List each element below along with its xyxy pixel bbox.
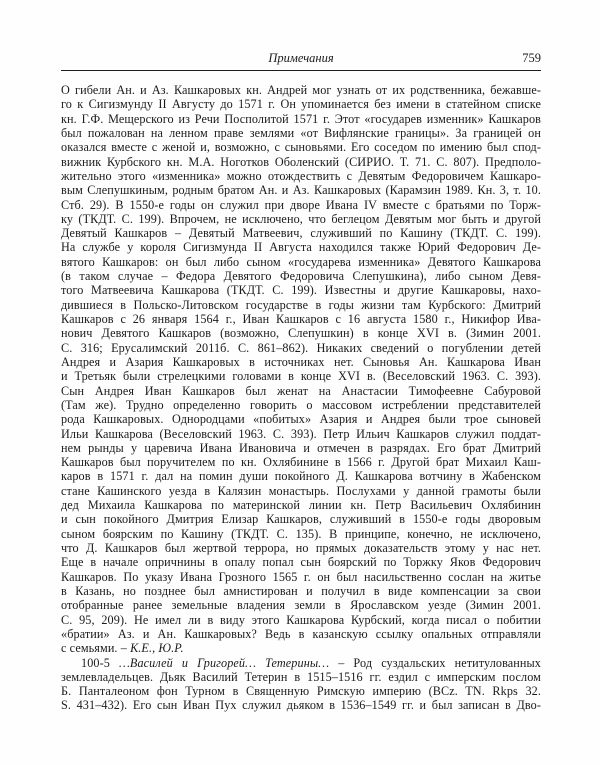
text-segment: дед Михаила Кашкарова по материнской линии кн. Петр Васильевич Охлябинин	[61, 498, 541, 513]
text-segment: и сын покойного Дмитрия Елизар Кашкаров, служивший в 1550-е годы дворовым	[61, 512, 541, 527]
text-line	[61, 240, 541, 254]
text-segment: жительно этого «изменника» можно отождествить с Девятым Федоровичем Кашкаро-	[61, 168, 541, 183]
text-line	[61, 570, 541, 584]
text-segment: – Род суздальских нетитулованных	[329, 655, 542, 670]
text-segment: нем рынды у царевича Ивана Ивановича и отмечен в разрядах. Его брат Дмитрий	[61, 440, 541, 455]
italic-text-segment: …Василей и Григорей… Тетерины…	[119, 655, 330, 670]
text-line	[61, 312, 541, 326]
text-segment: землевладельцев. Дьяк Василий Тетерин в 1515–1516 гг. ездил с имперским послом	[61, 669, 541, 684]
running-header	[61, 50, 541, 67]
text-line	[61, 198, 541, 212]
text-segment: S. 431–432). Его сын Иван Пух служил дьяком в 1536–1549 гг. и был записан в Дво-	[61, 698, 541, 713]
text-line	[61, 83, 541, 97]
text-line	[61, 584, 541, 598]
text-line	[61, 298, 541, 312]
text-line	[61, 155, 541, 169]
text-line	[61, 541, 541, 555]
text-line	[61, 441, 541, 455]
text-segment: оказался вместе с женой и, возможно, с сыновьями. Его соседом по имению был спод-	[61, 140, 541, 155]
text-line	[61, 613, 541, 627]
text-segment: дившиеся в Польско-Литовском государстве в годы жизни там Курбского: Дмитрий	[61, 297, 541, 312]
text-segment: Б. Панталеоном фон Турном в Священную Римскую империю (BCz. TN. Rkps 32.	[61, 684, 541, 699]
text-line	[61, 656, 541, 670]
text-line	[61, 484, 541, 498]
text-line	[61, 283, 541, 297]
text-line	[61, 455, 541, 469]
running-header-title: Примечания	[268, 51, 334, 65]
text-line	[61, 527, 541, 541]
text-line	[61, 427, 541, 441]
text-line	[61, 684, 541, 698]
text-segment: вым Слепушкиным, родным братом Ан. и Аз. Кашкаровых (Карамзин 1989. Кн. 3, т. 10.	[61, 183, 541, 198]
text-segment: вижник Курбского кн. М.А. Ноготков Оболенский (СИРИО. Т. 71. С. 807). Предполо-	[61, 154, 541, 169]
text-segment: каров в 1571 г. дал на помин души покойного Д. Кашкарова вотчину в Жабенском	[61, 469, 541, 484]
text-segment: стане Кашинского уезда в Калязин монастырь. Послухами у данной грамоты были	[61, 483, 541, 498]
text-segment: «братии» Аз. и Ан. Кашкаровых? Ведь в казанскую ссылку опальных отправляли	[61, 626, 541, 641]
text-line	[61, 498, 541, 512]
text-segment: что Д. Кашкаров был жертвой террора, но прямых доказательств этому у нас нет.	[61, 541, 541, 555]
text-segment: с семьями. –	[61, 641, 131, 656]
text-segment: Сын Андрея Иван Кашкаров был женат на Анастасии Тимофеевне Сабуровой	[61, 383, 541, 398]
italic-text-segment: К.Е., Ю.Р.	[130, 641, 184, 656]
text-line	[61, 384, 541, 398]
text-line	[61, 698, 541, 712]
text-line	[61, 140, 541, 154]
text-segment: На службе у короля Сигизмунда II Августа находился также Юрий Федорович Де-	[61, 240, 541, 255]
page-content	[61, 50, 541, 713]
text-segment: и Третьяк были стрелецкими головами в конце XVI в. (Веселовский 1963. С. 393).	[61, 369, 541, 384]
text-line	[61, 269, 541, 283]
text-line	[61, 412, 541, 426]
text-line	[61, 183, 541, 197]
text-segment: сыном боярским по Кашину (ТКДТ. С. 135). В принципе, конечно, не исключено,	[61, 526, 541, 541]
text-segment: Стб. 29). В 1550-е годы он служил при дворе Ивана IV вместе с братьями по Торж-	[61, 197, 541, 212]
text-line	[61, 326, 541, 340]
text-line	[61, 97, 541, 111]
text-segment: Ильи Кашкарова (Веселовский 1963. С. 393). Петр Ильич Кашкаров служил поддат-	[61, 426, 541, 441]
text-line	[61, 169, 541, 183]
text-segment: ку (ТКДТ. С. 199). Впрочем, не исключено, что беглецом Девятым мог быть и другой	[61, 211, 541, 226]
header-rule	[61, 70, 541, 71]
text-segment: Кашкаров был поручителем по кн. Охлябинине в 1566 г. Другой брат Михаил Каш-	[61, 455, 541, 470]
text-segment: в Казань, но позднее был амнистирован и получил в виде компенсации за свои	[61, 583, 541, 598]
text-line	[61, 341, 541, 355]
text-segment: отобранные ранее земельные владения земли в Ярославском уезде (Зимин 2001.	[61, 598, 541, 613]
text-line	[61, 398, 541, 412]
text-segment: Еще в начале опричнины в опалу попал сын боярский по Торжку Яков Федорович	[61, 555, 541, 570]
text-line	[61, 598, 541, 612]
text-line	[61, 226, 541, 240]
text-line	[61, 641, 541, 655]
text-line	[61, 469, 541, 483]
text-line	[61, 670, 541, 684]
text-segment: кн. Г.Ф. Мещерского из Речи Посполитой 1571 г. Этот «государев изменник» Кашкаров	[61, 111, 541, 126]
text-segment: того Матвеевича Кашкарова (ТКДТ. С. 199). Известны и другие Кашкаровы, нахо-	[61, 283, 541, 298]
text-segment: вятого Кашкаров: он был либо сыном «государева изменника» Девятого Кашкарова	[61, 254, 541, 269]
text-line	[61, 212, 541, 226]
text-segment: 100-5	[81, 655, 119, 670]
text-line	[61, 255, 541, 269]
text-line	[61, 627, 541, 641]
text-segment: (в таком случае – Федора Девятого Федоровича Слепушкина), либо сыном Девя-	[61, 269, 541, 284]
text-segment: рода Кашкаровых. Однородцами «побитых» Азария и Андрея были трое сыновей	[61, 412, 541, 427]
text-segment: го к Сигизмунду II Августу до 1571 г. Он упоминается без имени в статейном списке	[61, 97, 541, 112]
text-line	[61, 126, 541, 140]
page-number: 759	[522, 51, 541, 65]
text-line	[61, 112, 541, 126]
text-segment: был пожалован на ленном праве землями «от Вифлянские границы». За границей он	[61, 125, 541, 140]
body-text	[61, 83, 541, 713]
text-segment: (Там же). Трудно определенно говорить о массовом истреблении представителей	[61, 397, 541, 412]
text-segment: нович Девятого Кашкаров (возможно, Слепушкин) в конце XVI в. (Зимин 2001.	[61, 326, 541, 341]
text-segment: Кашкаров с 26 января 1564 г., Иван Кашкаров с 16 августа 1580 г., Никифор Ива-	[61, 312, 541, 326]
text-segment: С. 316; Ерусалимский 2011б. С. 861–862). Никаких сведений о погублении детей	[61, 340, 541, 355]
text-segment: Девятый Кашкаров – Девятый Матвеевич, служивший по Кашину (ТКДТ. С. 199).	[61, 226, 541, 241]
text-line	[61, 369, 541, 383]
text-segment: С. 95, 209). Не имел ли в виду этого Кашкарова Курбский, когда писал о побитии	[61, 612, 541, 627]
text-line	[61, 555, 541, 569]
text-line	[61, 355, 541, 369]
text-segment: Кашкаров. По указу Ивана Грозного 1565 г. он был насильственно сослан на житье	[61, 569, 541, 584]
text-segment: Андрея и Азария Кашкаровых в источниках нет. Сыновья Ан. Кашкарова Иван	[61, 354, 541, 369]
text-line	[61, 512, 541, 526]
text-segment: О гибели Ан. и Аз. Кашкаровых кн. Андрей мог узнать от их родственника, бежавше-	[61, 83, 541, 97]
